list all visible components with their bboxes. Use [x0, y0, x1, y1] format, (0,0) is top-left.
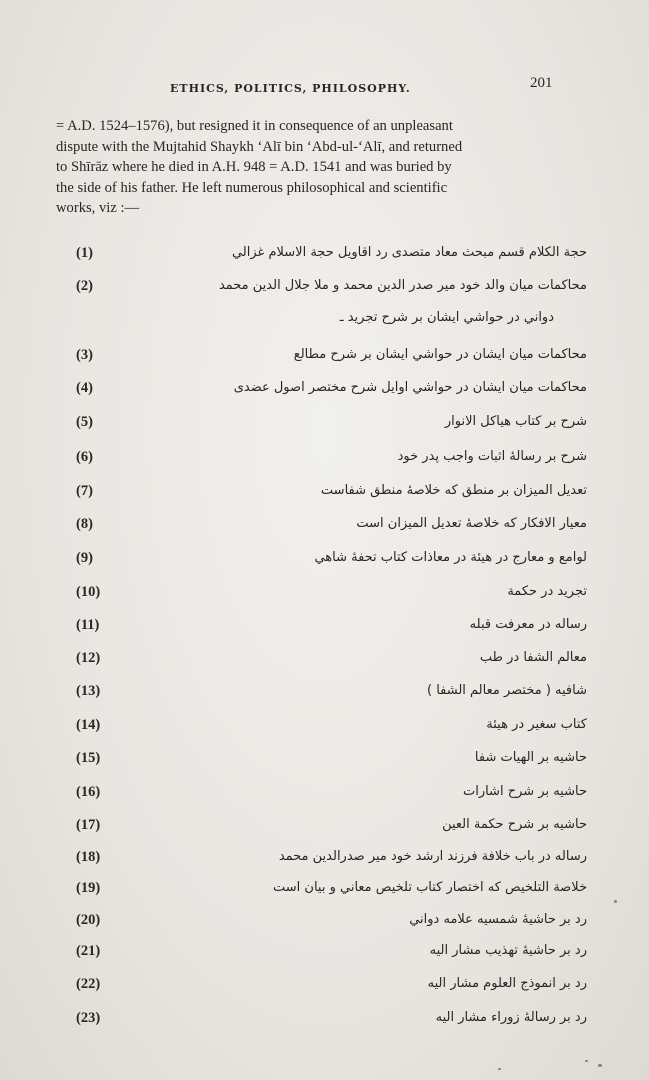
entry-number: (21): [76, 943, 101, 959]
entry-number: (3): [76, 347, 93, 363]
list-item: [0, 414, 649, 442]
entry-title: تجرید در حکمة: [507, 584, 587, 599]
list-item: [0, 817, 649, 845]
entry-title: رساله در باب خلافة فرزند ارشد خود میر صدرالدین محمد: [278, 849, 587, 864]
list-item: [0, 912, 649, 940]
intro-line: = A.D. 1524–1576), but resigned it in consequence of an unpleasant: [56, 118, 453, 134]
list-item: [0, 449, 649, 477]
list-item: [0, 943, 649, 971]
entry-title: محاکمات میان والد خود میر صدر الدین محمد و ملا جلال الدین محمد: [218, 278, 587, 293]
entry-number: (9): [76, 550, 93, 566]
intro-paragraph: [56, 116, 566, 219]
entry-number: (14): [76, 717, 101, 733]
entry-title: محاکمات میان ایشان در حواشي اوایل شرح مختصر اصول عضدی: [233, 380, 587, 395]
entry-number: (12): [76, 650, 101, 666]
page-number: 201: [530, 75, 553, 91]
entry-number: (18): [76, 849, 101, 865]
list-item: [0, 1010, 649, 1038]
list-item: [0, 483, 649, 511]
list-item: [0, 683, 649, 711]
ink-speck: [598, 1064, 602, 1067]
entry-title: لوامع و معارج در هیئة در معاذات کتاب تحفۀ شاهي: [314, 550, 587, 565]
entry-title: رد بر انموذج العلوم مشار الیه: [427, 976, 587, 991]
list-item: [0, 617, 649, 645]
entry-title: معیار الافکار که خلاصۀ تعدیل المیزان است: [356, 516, 587, 531]
entry-number: (15): [76, 750, 101, 766]
list-item: [0, 245, 649, 273]
list-item: [0, 310, 649, 338]
ink-speck: [614, 900, 617, 903]
intro-line: the side of his father. He left numerous philosophical and scientific: [56, 179, 448, 196]
entry-title: حاشیه بر شرح اشارات: [462, 784, 587, 799]
list-item: [0, 347, 649, 375]
entry-number: (13): [76, 683, 101, 699]
entry-number: (5): [76, 414, 93, 430]
entry-number: (1): [76, 245, 93, 261]
intro-line: to Shīrāz where he died in A.H. 948 = A.D. 1541 and was buried by: [56, 159, 452, 175]
list-item: [0, 550, 649, 578]
entry-number: (7): [76, 483, 93, 499]
entry-number: (20): [76, 912, 101, 928]
ink-speck: [585, 1060, 588, 1062]
list-item: [0, 584, 649, 612]
entry-number: (8): [76, 516, 93, 532]
entry-title: شرح بر رسالۀ اثبات واجب پدر خود: [397, 449, 587, 464]
entry-number: (23): [76, 1010, 101, 1026]
list-item: [0, 650, 649, 678]
list-item: [0, 784, 649, 812]
entry-title: تعدیل المیزان بر منطق که خلاصۀ منطق شفاست: [320, 483, 587, 498]
entry-number: (17): [76, 817, 101, 833]
entry-title: کتاب سغیر در هیئة: [486, 717, 587, 732]
entry-number: (10): [76, 584, 101, 600]
list-item: [0, 880, 649, 908]
intro-line: dispute with the Mujtahid Shaykh ‘Alī bin ‘Abd-ul-‘Alī, and returned: [56, 138, 463, 155]
list-item: [0, 750, 649, 778]
entry-number: (19): [76, 880, 101, 896]
entry-title: شرح بر کتاب هیاکل الانوار: [444, 414, 587, 429]
list-item: [0, 278, 649, 306]
entry-title: رد بر حاشیۀ شمسیه علامه دواني: [409, 912, 587, 927]
list-item: [0, 380, 649, 408]
entry-title: حاشیه بر شرح حکمة العین: [442, 817, 587, 832]
entry-title: شافیه ( مختصر معالم الشفا ): [426, 683, 587, 698]
entry-title: محاکمات میان ایشان در حواشي ایشان بر شرح مطالع: [293, 347, 587, 362]
entry-number: (11): [76, 617, 100, 633]
entry-title: معالم الشفا در طب: [479, 650, 587, 665]
entry-title: حجة الكلام قسم مبحث معاد متصدی رد اقاویل حجة الاسلام غزالي: [231, 245, 587, 260]
list-item: [0, 717, 649, 745]
entry-title: حاشیه بر الهیات شفا: [474, 750, 587, 765]
entry-number: (6): [76, 449, 93, 465]
entry-title: رساله در معرفت قبله: [469, 617, 587, 632]
entry-number: (4): [76, 380, 93, 396]
ink-speck: [498, 1068, 501, 1070]
list-item: [0, 516, 649, 544]
intro-line: works, viz :—: [56, 200, 140, 216]
entry-number: (16): [76, 784, 101, 800]
running-header: ETHICS, POLITICS, PHILOSOPHY.: [170, 82, 411, 95]
entry-title: خلاصة التلخیص که اختصار کتاب تلخیص معاني و بیان است: [273, 880, 587, 895]
entry-number: (2): [76, 278, 93, 294]
list-item: [0, 849, 649, 877]
entry-title: رد بر حاشیۀ تهذیب مشار الیه: [429, 943, 587, 958]
entry-number: (22): [76, 976, 101, 992]
list-item: [0, 976, 649, 1004]
entry-title: دواني در حواشي ایشان بر شرح تجرید ـ: [339, 310, 554, 325]
entry-title: رد بر رسالۀ زوراء مشار الیه: [435, 1010, 587, 1025]
